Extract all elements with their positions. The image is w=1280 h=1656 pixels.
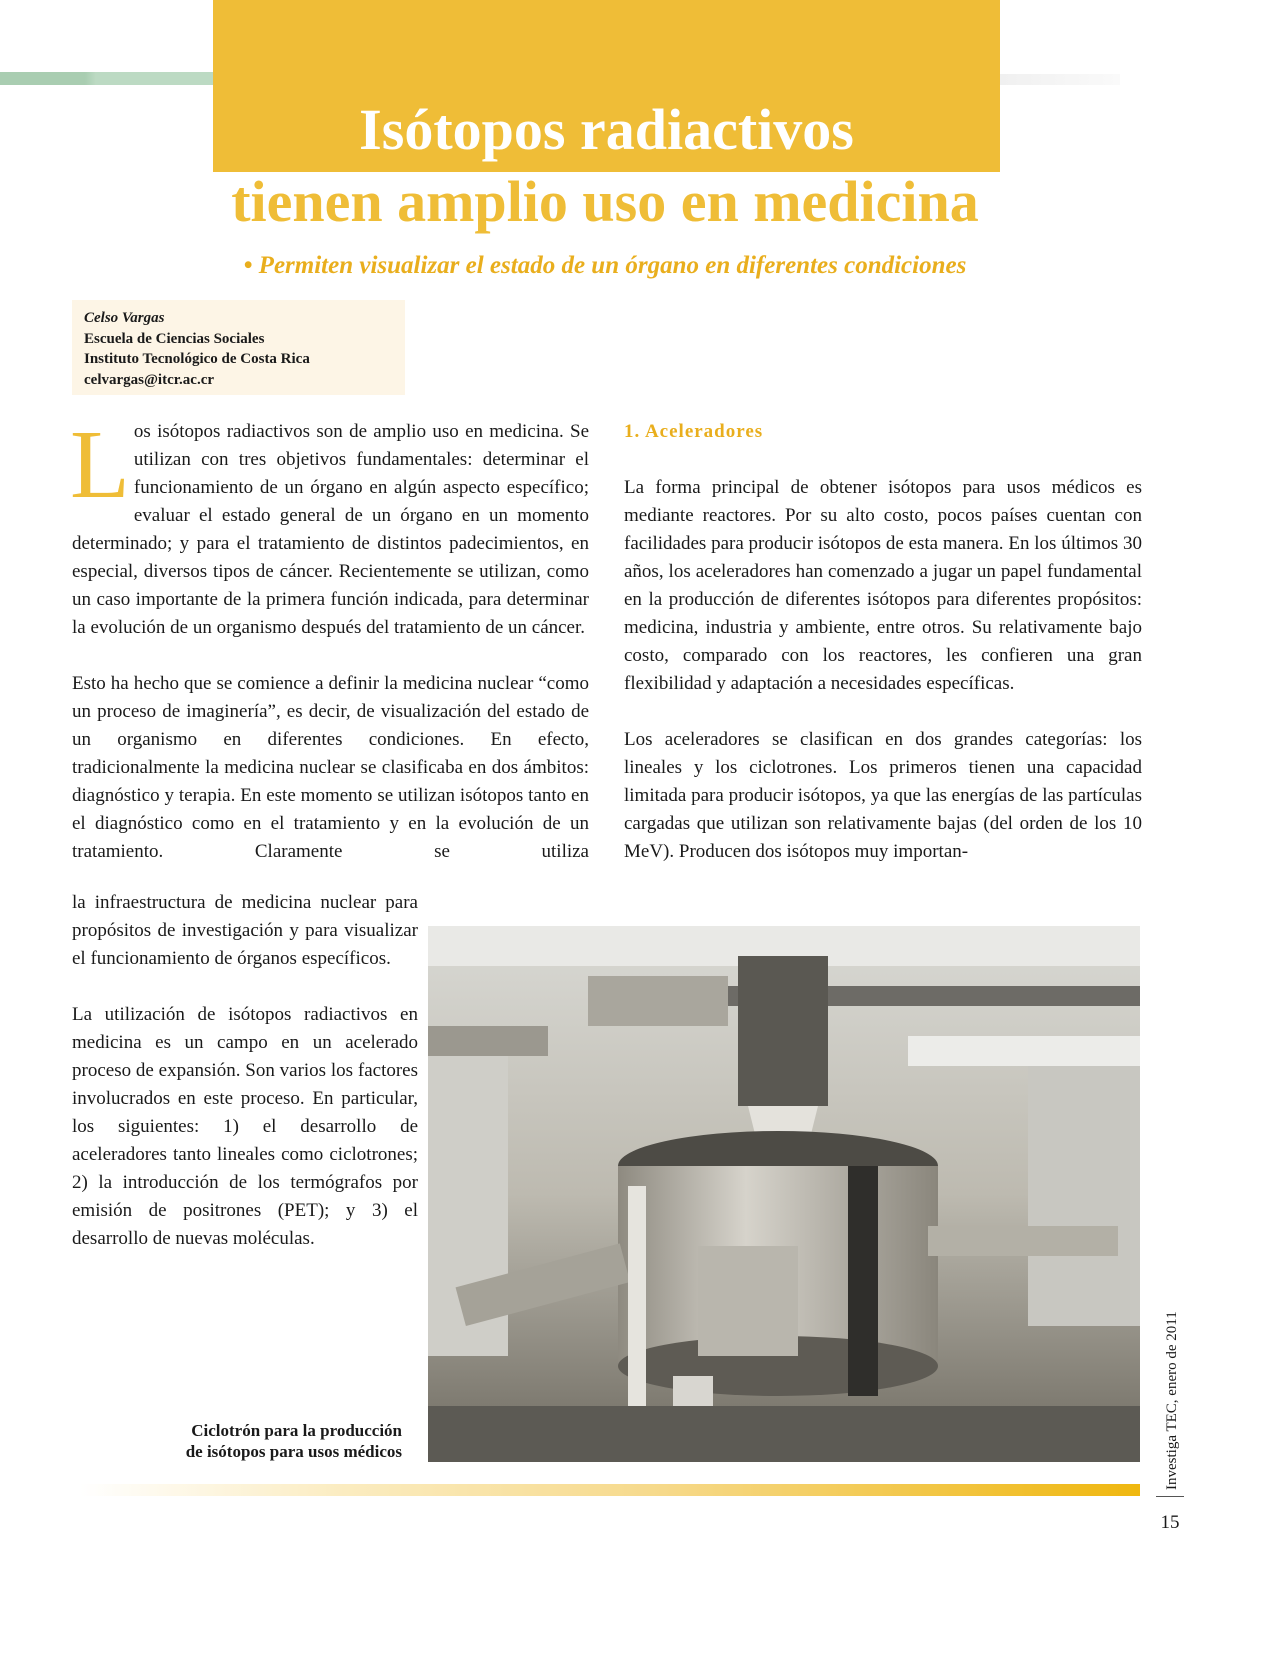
author-institution: Instituto Tecnológico de Costa Rica xyxy=(84,351,310,367)
caption-line-2: de isótopos para usos médicos xyxy=(185,1442,402,1461)
title-line-2: tienen amplio uso en medicina xyxy=(231,169,979,234)
paragraph-2b: la infraestructura de medicina nuclear para propósitos de investigación y para visualizar el funcionamiento de órganos específicos. xyxy=(72,892,418,969)
decorative-green-bar xyxy=(0,72,213,85)
page-number: 15 xyxy=(1160,1512,1180,1533)
running-footer-text: Investiga TEC, enero de 2011 xyxy=(1164,1311,1180,1490)
left-column-narrow xyxy=(72,889,418,1281)
subtitle: • Permiten visualizar el estado de un órgano en diferentes condiciones xyxy=(243,252,967,279)
drop-cap: L xyxy=(70,411,130,519)
author-box xyxy=(72,300,405,395)
paragraph-intro xyxy=(70,411,589,642)
title-line-1: Isótopos radiactivos xyxy=(359,97,854,162)
left-column xyxy=(70,411,589,866)
figure-caption xyxy=(110,1420,402,1462)
section-heading: 1. Aceleradores xyxy=(624,421,764,442)
paragraph-intro-text: os isótopos radiactivos son de amplio uso en medicina. Se utilizan con tres objetivos fundamentales: determinar el funcionamiento de un órgano en algún aspecto específico; evaluar el estado general de un órgano en un momento determinado; y para el tratamiento de distintos padecimientos, en especial, diversos tipos de cáncer. Recientemente se utilizan, como un caso importante de la primera función indicada, para determinar la evolución de un organismo después del tratamiento de un cáncer. xyxy=(72,421,589,638)
paragraph-3: La utilización de isótopos radiactivos en medicina es un campo en un acelerado proceso de expansión. Son varios los factores involucrados en este proceso. En particular, los siguientes: 1) el desarrollo de aceleradores tanto lineales como ciclotrones; 2) la introducción de los termógrafos por emisión de positrones (PET); y 3) el desarrollo de nuevas moléculas. xyxy=(72,1004,418,1249)
right-column xyxy=(624,418,1142,894)
decorative-grey-bar xyxy=(1000,74,1120,85)
running-footer xyxy=(1163,1300,1183,1490)
cyclotron-photo xyxy=(428,926,1140,1462)
caption-line-1: Ciclotrón para la producción xyxy=(191,1421,402,1440)
author-email[interactable]: celvargas@itcr.ac.cr xyxy=(84,371,215,388)
footer-divider xyxy=(1156,1496,1184,1497)
footer-gradient-bar xyxy=(80,1484,1140,1496)
author-department: Escuela de Ciencias Sociales xyxy=(84,330,265,347)
paragraph-2a: Esto ha hecho que se comience a definir la medicina nuclear “como un proceso de imaginería”, es decir, de visualización del estado de un organismo en diferentes condiciones. En efecto, tradicionalmente la medicina nuclear se clasificaba en dos ámbitos: diagnóstico y terapia. En este momento se utilizan isótopos tanto en el diagnóstico como en el tratamiento y en la evolución de un tratamiento. Claramente se utiliza xyxy=(72,673,589,862)
paragraph-right-2: Los aceleradores se clasifican en dos grandes categorías: los lineales y los ciclotrones. Los primeros tienen una capacidad limitada para producir isótopos, ya que las energías de las partículas cargadas que utilizan son relativamente bajas (del orden de los 10 MeV). Producen dos isótopos muy importan- xyxy=(624,729,1142,862)
author-name: Celso Vargas xyxy=(84,310,165,326)
paragraph-right-1: La forma principal de obtener isótopos para usos médicos es mediante reactores. Por su alto costo, pocos países cuentan con facilidades para producir isótopos de esta manera. En los últimos 30 años, los aceleradores han comenzado a jugar un papel fundamental en la producción de diferentes isótopos para diferentes propósitos: medicina, industria y ambiente, entre otros. Su relativamente bajo costo, comparado con los reactores, les confieren una gran flexibilidad y adaptación a necesidades específicas. xyxy=(624,477,1142,694)
